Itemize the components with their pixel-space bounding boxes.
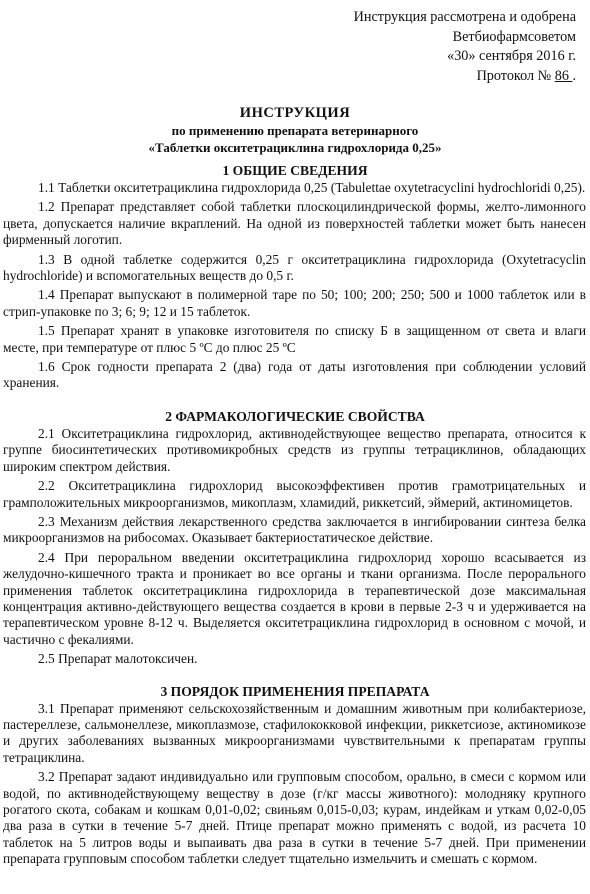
paragraph-2-4: 2.4 При пероральном введении окситетрациклина гидрохлорид хорошо всасывается из желудочно-кишечного тракта и проникает во все органы и ткани организма. После перорального применения таблеток окситетрациклина гидрохлорида в терапевтической дозе максимальная концентрация активно-действующего вещества создается в крови в первые 2-3 ч и удерживается на терапевтическом уровне 8-12 ч. Выделяется окситетрациклина гидрохлорид в основном с мочой, и частично с фекалиями. (3, 549, 586, 647)
paragraph-2-1: 2.1 Окситетрациклина гидрохлорид, активнодействующее вещество препарата, относится к группе биосинтетических противомикробных средств из группы тетрациклинов, обладающих широким спектром действия. (3, 425, 586, 474)
section-heading: 1 ОБЩИЕ СВЕДЕНИЯ (222, 163, 368, 178)
approval-protocol (354, 67, 576, 87)
protocol-suffix: . (572, 67, 576, 84)
paragraph-1-5: 1.5 Препарат хранят в упаковке изготовителя по списку Б в защищенном от света и влаги месте, при температуре от плюс 5 ºС до плюс 25 ºС (3, 323, 586, 355)
document-title (0, 104, 590, 156)
section-heading: 3 ПОРЯДОК ПРИМЕНЕНИЯ ПРЕПАРАТА (160, 683, 430, 699)
title-main: ИНСТРУКЦИЯ (239, 105, 351, 121)
approval-date: «30» сентября 2016 г. (447, 48, 576, 64)
paragraph-2-5: 2.5 Препарат малотоксичен. (38, 651, 198, 667)
section-heading: 2 ФАРМАКОЛОГИЧЕСКИЕ СВОЙСТВА (165, 408, 425, 424)
paragraph-3-2: 3.2 Препарат задают индивидуально или групповым способом, орально, в смеси с кормом или водой, по активнодействующему веществу в дозе (г/кг массы животного): молодняку крупного рогатого скота, собакам и кошкам 0,01-0,02; свиньям 0,015-0,03; курам, индейкам и уткам 0,02-0,05 два раза в сутки в течение 5-7 дней. Птице препарат можно применять с водой, из расчета 10 таблеток на 5 литров воды и выпаивать два раза в сутки в течение 5-7 дней. При применении препарата групповым способом таблетки следует тщательно измельчить и смешать с кормом. (3, 769, 586, 867)
title-line-2: по применению препарата ветеринарного (171, 123, 419, 138)
section-pharmacology (0, 408, 590, 668)
approval-line-2: Ветбиофармсоветом (452, 28, 576, 45)
title-line-3: «Таблетки окситетрациклина гидрохлорида 0,25» (148, 140, 442, 155)
paragraph-1-2: 1.2 Препарат представляет собой таблетки плоскоцилиндрической формы, желто-лимонного цвета, допускается наличие вкраплений. На одной из поверхностей таблетки может быть нанесен фирменный логотип. (3, 199, 586, 248)
section-general-info (0, 162, 590, 392)
paragraph-2-3: 2.3 Механизм действия лекарственного средства заключается в ингибировании синтеза белка микроорганизмов на рибосомах. Оказывает бактериостатическое действие. (3, 513, 586, 546)
protocol-prefix: Протокол № (476, 67, 555, 84)
paragraph-1-6: 1.6 Срок годности препарата 2 (два) года от даты изготовления при соблюдении условий хранения. (3, 359, 586, 391)
paragraph-1-3: 1.3 В одной таблетке содержится 0,25 г окситетрациклина гидрохлорида (Oxytetracyclin hydrochloride) и вспомогательных веществ до 0,5 г. (3, 251, 586, 284)
paragraph-2-2: 2.2 Окситетрациклина гидрохлорид высокоэффективен против грамотрицательных и грамположительных микроорганизмов, микоплазм, хламидий, риккетсий, эймерий, актиномицетов. (3, 478, 586, 510)
paragraph-1-1: 1.1 Таблетки окситетрациклина гидрохлорида 0,25 (Tabulettae oxytetracyclini hydrochloridi 0,25). (38, 180, 586, 195)
approval-stamp (354, 8, 576, 86)
approval-line-1: Инструкция рассмотрена и одобрена (353, 9, 576, 25)
paragraph-3-1: 3.1 Препарат применяют сельскохозяйственным и домашним животным при колибактериозе, пастереллезе, сальмонеллезе, микоплазмозе, стафилококковой инфекции, риккетсиозе, актиномикозе и других заболеваниях вызванных микроорганизмами чувствительными к препаратам группы тетрациклина. (3, 700, 586, 765)
protocol-number: 86 (554, 67, 573, 84)
document-body (0, 162, 590, 871)
section-usage (0, 683, 590, 868)
paragraph-1-4: 1.4 Препарат выпускают в полимерной таре по 50; 100; 200; 250; 500 и 1000 таблеток или в стрип-упаковке по 3; 6; 9; 12 и 15 таблеток. (3, 287, 586, 319)
